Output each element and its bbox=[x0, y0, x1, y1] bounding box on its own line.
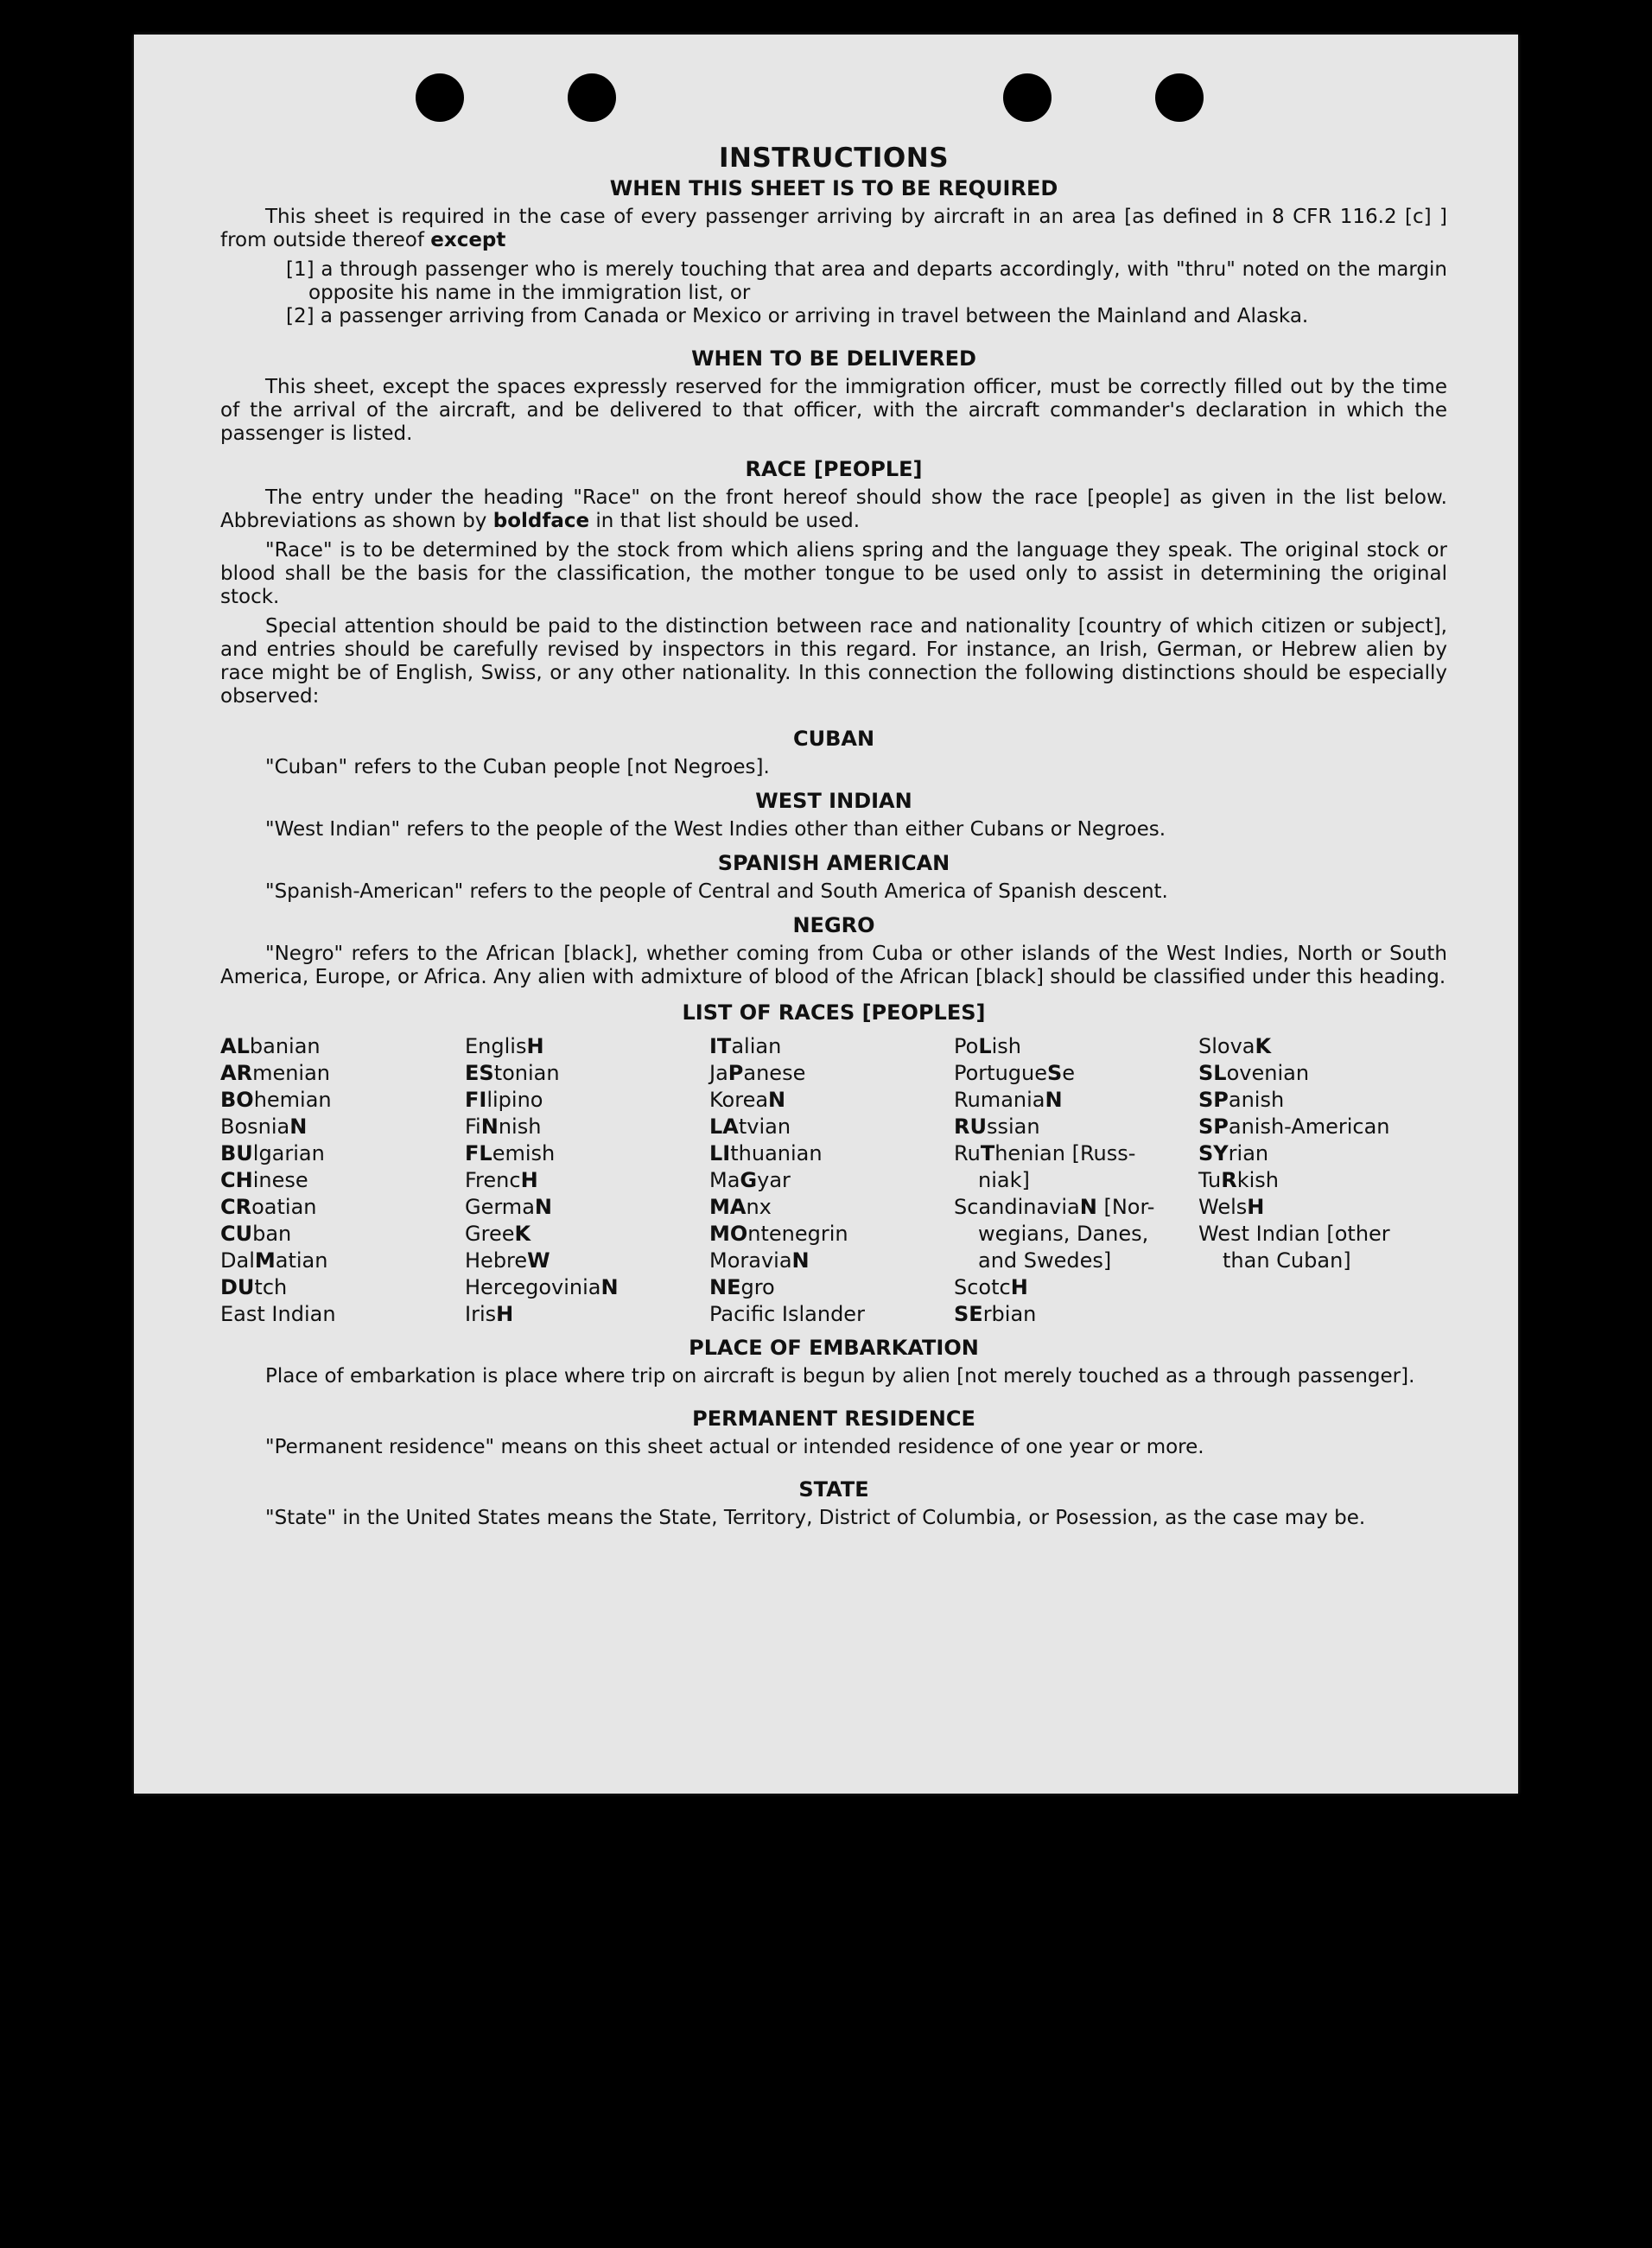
race-entry: SlovaK bbox=[1198, 1034, 1272, 1058]
punch-hole bbox=[1003, 73, 1052, 122]
document-title: INSTRUCTIONS bbox=[718, 143, 950, 174]
race-entry: ScotcH bbox=[954, 1275, 1028, 1299]
section-heading-race: RACE [PEOPLE] bbox=[745, 457, 923, 481]
embarkation-text: Place of embarkation is place where trip on aircraft is begun by alien [not merely touched as a through passenger]. bbox=[265, 1365, 1415, 1388]
race-entry: wegians, Danes, bbox=[978, 1222, 1149, 1246]
race-entry: KoreaN bbox=[709, 1088, 786, 1112]
race-entry: CUban bbox=[220, 1222, 292, 1246]
race-entry: EnglisH bbox=[465, 1034, 544, 1058]
race-entry: MaGyar bbox=[709, 1168, 791, 1192]
race-entry: LIthuanian bbox=[709, 1141, 823, 1165]
race-entry: HebreW bbox=[465, 1248, 550, 1273]
race-entry: RUssian bbox=[954, 1114, 1040, 1139]
residence-text: "Permanent residence" means on this sheet actual or intended residence of one year or more. bbox=[265, 1436, 1204, 1458]
instructions-content bbox=[220, 143, 1447, 1536]
race-entry: Pacific Islander bbox=[709, 1302, 865, 1326]
races-list bbox=[220, 1033, 1447, 1328]
race-entry: FiNnish bbox=[465, 1114, 542, 1139]
section-heading-embarkation: PLACE OF EMBARKATION bbox=[689, 1336, 979, 1360]
section-heading-spanish-american: SPANISH AMERICAN bbox=[717, 851, 950, 875]
race-entry: RuThenian [Russ- bbox=[954, 1141, 1136, 1165]
west-indian-text: "West Indian" refers to the people of the West Indies other than either Cubans or Negroes. bbox=[265, 818, 1166, 841]
race-entry: CHinese bbox=[220, 1168, 308, 1192]
cuban-text: "Cuban" refers to the Cuban people [not Negroes]. bbox=[265, 756, 770, 778]
race-entry: IrisH bbox=[465, 1302, 514, 1326]
race-entry: MOntenegrin bbox=[709, 1222, 848, 1246]
race-entry: GreeK bbox=[465, 1222, 531, 1246]
race-entry: BOhemian bbox=[220, 1088, 332, 1112]
race-entry: CRoatian bbox=[220, 1195, 317, 1219]
race-entry: GermaN bbox=[465, 1195, 552, 1219]
required-item-1: [1] a through passenger who is merely touching that area and departs accordingly, with "thru" noted on the margin opposite his name in the immigration list, or bbox=[286, 258, 1447, 304]
race-entry: SPanish-American bbox=[1198, 1114, 1390, 1139]
race-paragraph-1: The entry under the heading "Race" on the front hereof should show the race [people] as given in the list below. Abbreviations as shown by boldface in that list should be used. bbox=[220, 486, 1447, 532]
race-entry: NEgro bbox=[709, 1275, 775, 1299]
race-paragraph-2: "Race" is to be determined by the stock from which aliens spring and the language they speak. The original stock or blood shall be the basis for the classification, the mother tongue to be used only to assist in determining the original stock. bbox=[220, 539, 1447, 608]
race-entry: SYrian bbox=[1198, 1141, 1269, 1165]
spanish-american-text: "Spanish-American" refers to the people of Central and South America of Spanish descent. bbox=[265, 880, 1168, 903]
races-column bbox=[954, 1033, 1198, 1328]
section-heading-delivered: WHEN TO BE DELIVERED bbox=[691, 346, 976, 371]
punch-hole bbox=[568, 73, 616, 122]
race-entry: WelsH bbox=[1198, 1195, 1265, 1219]
race-entry: MAnx bbox=[709, 1195, 772, 1219]
punch-hole bbox=[416, 73, 464, 122]
race-entry: LAtvian bbox=[709, 1114, 791, 1139]
race-entry: SLovenian bbox=[1198, 1061, 1310, 1085]
race-entry: West Indian [other bbox=[1198, 1222, 1390, 1246]
race-entry: DUtch bbox=[220, 1275, 288, 1299]
race-entry: DalMatian bbox=[220, 1248, 328, 1273]
race-entry: East Indian bbox=[220, 1302, 336, 1326]
punch-hole bbox=[1155, 73, 1204, 122]
races-column bbox=[1198, 1033, 1443, 1328]
required-item-2: [2] a passenger arriving from Canada or Mexico or arriving in travel between the Mainland and Alaska. bbox=[286, 305, 1309, 327]
race-entry: PoLish bbox=[954, 1034, 1021, 1058]
negro-text: "Negro" refers to the African [black], whether coming from Cuba or other islands of the West Indies, North or South America, Europe, or Africa. Any alien with admixture of blood of the African [black] should be classified under this heading. bbox=[220, 943, 1447, 988]
race-entry: FIlipino bbox=[465, 1088, 543, 1112]
section-heading-cuban: CUBAN bbox=[792, 727, 875, 751]
race-paragraph-3: Special attention should be paid to the distinction between race and nationality [country of which citizen or subject], and entries should be carefully revised by inspectors in this regard. For instance, an Irish, German, or Hebrew alien by race might be of English, Swiss, or any other nationality. In this connection the following distinctions should be especially observed: bbox=[220, 615, 1447, 708]
race-entry: SErbian bbox=[954, 1302, 1037, 1326]
state-text: "State" in the United States means the State, Territory, District of Columbia, or Posession, as the case may be. bbox=[265, 1507, 1366, 1529]
race-entry: JaPanese bbox=[709, 1061, 806, 1085]
race-entry: niak] bbox=[978, 1168, 1030, 1192]
race-entry: BosniaN bbox=[220, 1114, 308, 1139]
race-entry: MoraviaN bbox=[709, 1248, 810, 1273]
race-entry: PortugueSe bbox=[954, 1061, 1076, 1085]
section-heading-list-of-races: LIST OF RACES [PEOPLES] bbox=[682, 1000, 986, 1025]
race-entry: than Cuban] bbox=[1223, 1248, 1351, 1273]
section-heading-required: WHEN THIS SHEET IS TO BE REQUIRED bbox=[609, 176, 1058, 200]
delivered-text: This sheet, except the spaces expressly reserved for the immigration officer, must be correctly filled out by the time of the arrival of the aircraft, and be delivered to that officer, with the aircraft commander's declaration in which the passenger is listed. bbox=[220, 376, 1447, 445]
race-entry: FrencH bbox=[465, 1168, 538, 1192]
races-column bbox=[709, 1033, 954, 1328]
race-entry: ITalian bbox=[709, 1034, 782, 1058]
race-entry: RumaniaN bbox=[954, 1088, 1063, 1112]
race-entry: FLemish bbox=[465, 1141, 556, 1165]
section-heading-west-indian: WEST INDIAN bbox=[755, 789, 912, 813]
required-text: This sheet is required in the case of every passenger arriving by aircraft in an area [as defined in 8 CFR 116.2 [c] ] from outside thereof except bbox=[220, 206, 1447, 251]
section-heading-state: STATE bbox=[798, 1477, 869, 1502]
race-entry: TuRkish bbox=[1198, 1168, 1279, 1192]
race-entry: HercegoviniaN bbox=[465, 1275, 619, 1299]
race-entry: ARmenian bbox=[220, 1061, 331, 1085]
section-heading-residence: PERMANENT RESIDENCE bbox=[692, 1407, 975, 1431]
race-entry: EStonian bbox=[465, 1061, 560, 1085]
document-sheet bbox=[134, 35, 1518, 1794]
races-column bbox=[465, 1033, 709, 1328]
race-entry: and Swedes] bbox=[978, 1248, 1112, 1273]
race-entry: SPanish bbox=[1198, 1088, 1285, 1112]
race-entry: BUlgarian bbox=[220, 1141, 325, 1165]
races-column bbox=[220, 1033, 465, 1328]
race-entry: ALbanian bbox=[220, 1034, 321, 1058]
section-heading-negro: NEGRO bbox=[792, 913, 875, 937]
race-entry: ScandinaviaN [Nor- bbox=[954, 1195, 1155, 1219]
